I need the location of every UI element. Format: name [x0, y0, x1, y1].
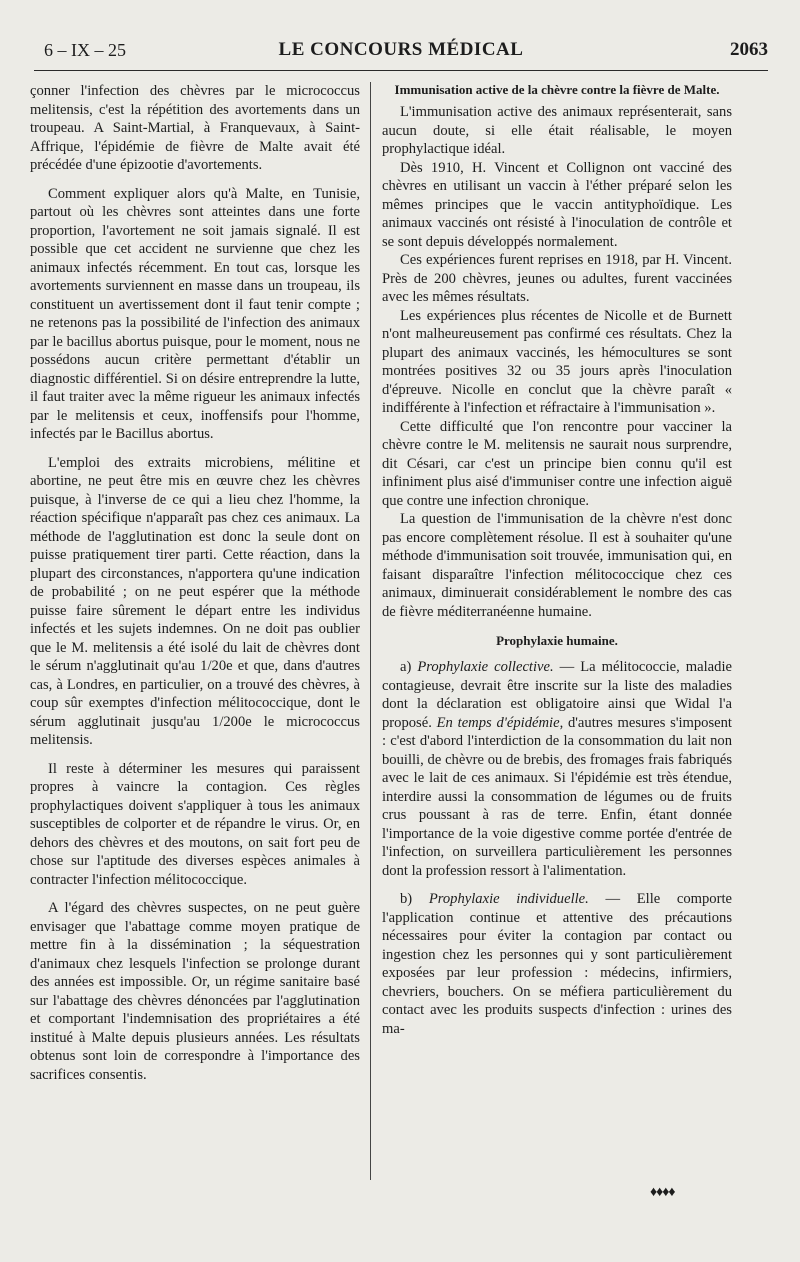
- issue-date: 6 – IX – 25: [44, 40, 126, 60]
- paragraph: L'immunisation active des animaux représenterait, sans aucun doute, si elle était réalisable, le moyen prophylactique idéal.: [382, 104, 732, 157]
- paragraph-a: [382, 658, 732, 880]
- paragraph: Dès 1910, H. Vincent et Collignon ont vacciné des chèvres en utilisant un vaccin à l'éther préparé selon les mêmes principes que le vaccin antityphoïdique. Les animaux vaccinés ont résisté à l'inoculation de contrôle et se sont depuis développés normalement.: [382, 159, 732, 250]
- paragraph-b: [382, 890, 732, 1038]
- left-column: [30, 82, 360, 1084]
- footer-ornament: ♦♦♦♦: [650, 1185, 675, 1200]
- paragraph: Il reste à déterminer les mesures qui paraissent propres à vaincre la contagion. Ces règles prophylactiques doivent s'appliquer à tous les animaux susceptibles de colporter et de répandre le virus. Or, en dehors des chèvres et des moutons, on sait fort peu de chose sur l'aptitude des diverses espèces animales à contracter l'infection mélitococcique.: [30, 760, 360, 888]
- journal-title: LE CONCOURS MÉDICAL: [278, 39, 524, 60]
- lead-italic: Prophylaxie collective.: [417, 659, 554, 675]
- paragraph: Ces expériences furent reprises en 1918, par H. Vincent. Près de 200 chèvres, jeunes ou adultes, furent vaccinées avec les mêmes résultats.: [382, 252, 732, 305]
- running-header: [34, 36, 768, 71]
- text-run: — Elle comporte l'application continue et attentive des précautions nécessaires pour éviter la contagion par contact ou ingestion chez les personnes qui y sont particulièrement exposées par leur profession : médecins, infirmiers, chevriers, bouchers. On se méfiera particulièrement du contact avec les produits suspects d'infection : urines des ma-: [382, 891, 732, 1037]
- text-run: — La mélitococcie, maladie contagieuse, devrait être inscrite sur la liste des maladies dont la déclaration est obligatoire ainsi que Widal l'a proposé.: [382, 659, 732, 731]
- lead-italic: Prophylaxie individuelle.: [428, 891, 589, 907]
- paragraph: Cette difficulté que l'on rencontre pour vacciner la chèvre contre le M. melitensis ne saurait nous surprendre, dit Césari, car c'est un principe bien connu qu'il est infiniment plus aisé d'immuniser contre une infection aiguë que contre une infection chronique.: [382, 418, 732, 509]
- paragraph: çonner l'infection des chèvres par le micrococcus melitensis, c'est la répétition des avortements dans un troupeau. A Saint-Martial, à Franquevaux, à Saint-Affrique, l'épidémie de fièvre de Malte avait été précédée d'une épizootie d'avortements.: [30, 83, 360, 173]
- paragraph: L'emploi des extraits microbiens, mélitine et abortine, ne peut être mis en œuvre chez les chèvres puisque, à l'inverse de ce qui a lieu chez l'homme, la réaction spécifique n'apparaît pas chez ces animaux. La méthode de l'agglutination est donc la seule dont on puisse pratiquement tirer parti. Cette réaction, dans la plupart des circonstances, n'apportera qu'une indication de probabilité ; on ne peut espérer que la méthode puisse faire sûrement le départ entre les individus infectés et les sujets indemnes. On ne doit pas oublier que le M. melitensis a été isolé du lait de chèvres dont le sérum n'agglutinait qu'au 1/20e et que, dans d'autres cas, à Londres, en particulier, on a trouvé des chèvres, à coup sûr exemptes d'infection mélitococcique, dont le sérum agglutinait jusqu'au 1/200e le micrococcus melitensis.: [30, 454, 360, 748]
- page-number: 2063: [730, 39, 768, 60]
- item-marker: a): [400, 659, 418, 675]
- section-heading: Prophylaxie humaine.: [496, 633, 618, 648]
- section-heading: Immunisation active de la chèvre contre la fièvre de Malte.: [394, 82, 720, 97]
- column-divider: [370, 82, 371, 1180]
- item-marker: b): [400, 891, 429, 907]
- inline-italic: En temps d'épidémie: [436, 714, 560, 731]
- paragraph: La question de l'immunisation de la chèvre n'est donc pas encore complètement résolue. Il est à souhaiter qu'une méthode d'immunisation soit trouvée, immunisation qui, en faisant disparaître l'infection mélitococcique chez ces animaux, diminuerait considérablement le nombre des cas de fièvre méditerranéenne humaine.: [382, 511, 732, 620]
- paragraph: Comment expliquer alors qu'à Malte, en Tunisie, partout où les chèvres sont atteintes dans une forte proportion, l'avortement ne soit jamais signalé. Il est possible que cet accident ne survienne que chez les animaux infectés récemment. En tout cas, lorsque les avortements surviennent en masse dans un troupeau, ils constituent un avertissement dont il faut tenir compte ; ne retenons pas la possibilité de l'infection des animaux par le bacillus abortus puisque, pour le moment, nous ne possédons aucun critère permettant d'établir un diagnostic différentiel. Si on désire entreprendre la lutte, il faut traiter avec la même rigueur les animaux infectés par le melitensis et ceux, inoffensifs pour l'homme, infectés par le Bacillus abortus.: [30, 185, 360, 442]
- text-run: , d'autres mesures s'imposent : c'est d'abord l'interdiction de la consommation du lait non bouilli, de chèvre ou de brebis, des fromages frais fabriqués avec le lait de ces animaux. Si l'épidémie est très étendue, interdire aussi la consommation de légumes ou de fruits crus poussant à ras de terre. Enfin, étant donnée l'importance de la voie digestive comme portée d'entrée de l'infection, on surveillera particulièrement les personnes dont la profession ressort à l'alimentation.: [382, 714, 732, 879]
- paragraph: Les expériences plus récentes de Nicolle et de Burnett n'ont malheureusement pas confirmé ces résultats. Chez la plupart des animaux vaccinés, les hémocultures se sont montrées positives 32 ou 35 jours après l'inoculation d'épreuve. Nicolle en conclut que la chèvre paraît « indifférente à l'infection et réfractaire à l'immunisation ».: [382, 307, 732, 416]
- right-column: [382, 82, 732, 1038]
- paragraph: A l'égard des chèvres suspectes, on ne peut guère envisager que l'abattage comme moyen pratique de mettre fin à la dissémination ; la séquestration d'animaux chez lesquels l'infection se prolonge durant des années est impossible. Or, un régime sanitaire basé sur l'abattage des chèvres dénoncées par l'agglutination et comportant l'indemnisation des propriétaires a été institué à Malte depuis plusieurs années. Les résultats obtenus sont loin de correspondre à l'importance des sacrifices consentis.: [30, 900, 360, 1083]
